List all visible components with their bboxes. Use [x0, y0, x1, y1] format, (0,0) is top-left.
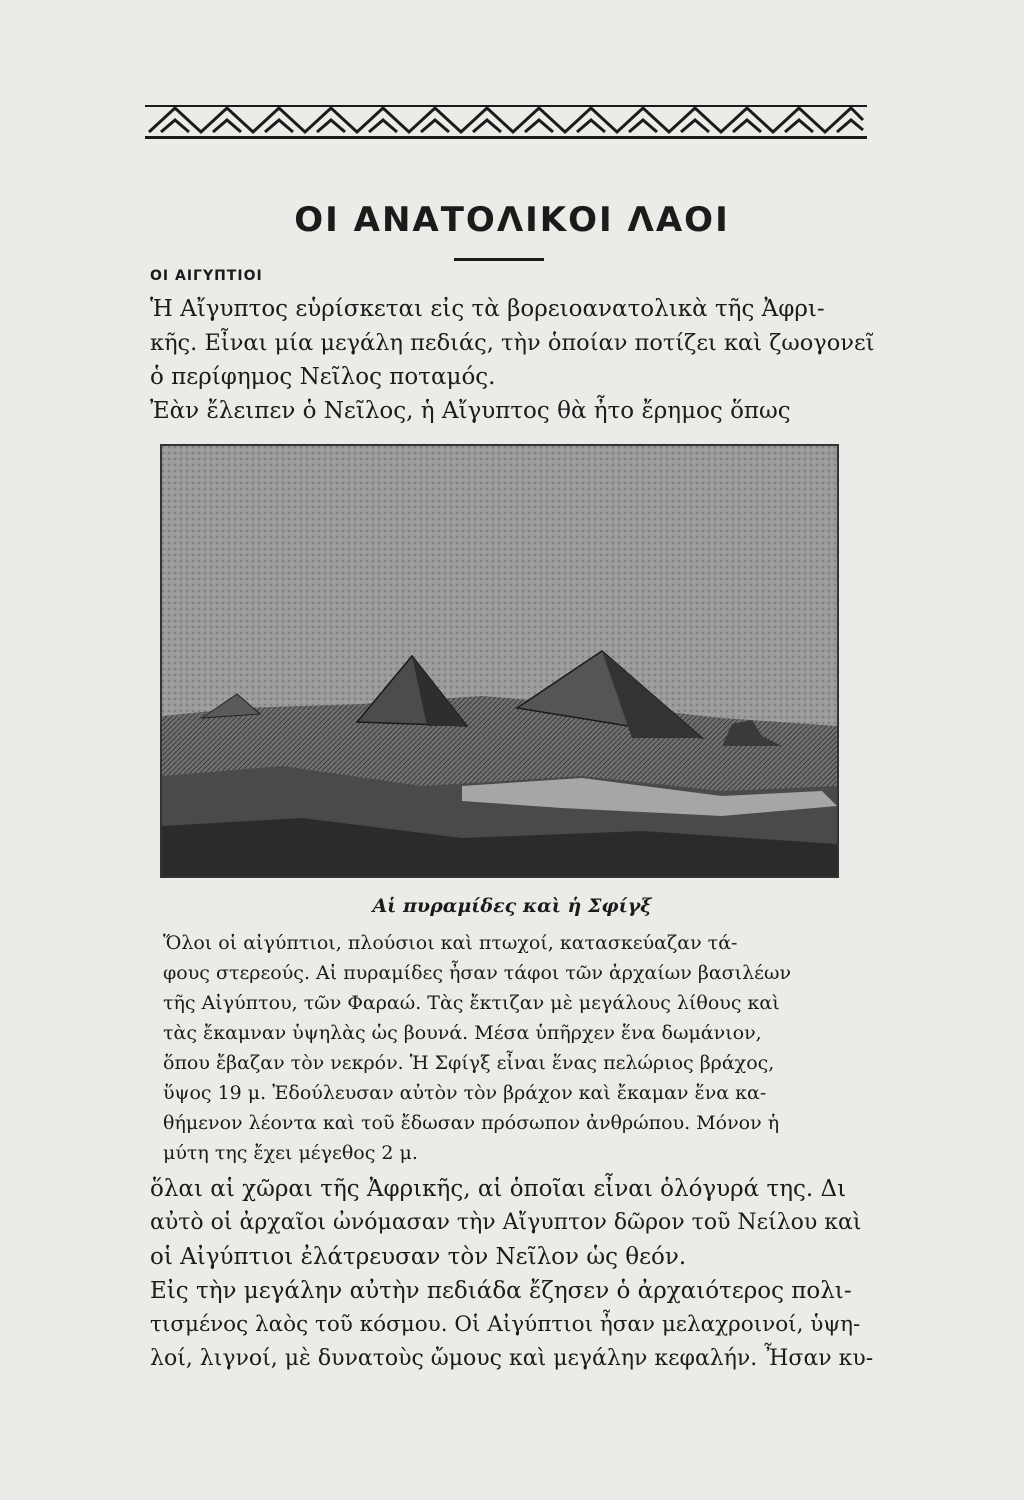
intro-line-1: Ἡ Αἴγυπτος εὑρίσκεται εἰς τὰ βορειοανατολικὰ τῆς Ἀφρι-: [150, 296, 825, 322]
pyramids-engraving: [162, 446, 837, 876]
pyramids-illustration: [160, 444, 839, 878]
caption-line-7: θήμενον λέοντα καὶ τοῦ ἔδωσαν πρόσωπον ἀνθρώπου. Μόνον ἡ: [163, 1112, 780, 1134]
intro-line-2: κῆς. Εἶναι μία μεγάλη πεδιάς, τὴν ὁποίαν ποτίζει καὶ ζωογονεῖ: [150, 330, 875, 356]
intro-line-4: Ἐὰν ἔλειπεν ὁ Νεῖλος, ἡ Αἴγυπτος θὰ ἦτο ἔρημος ὅπως: [150, 398, 791, 424]
body-line-3: οἱ Αἰγύπτιοι ἐλάτρευσαν τὸν Νεῖλον ὡς θεόν.: [150, 1244, 687, 1270]
page-title: ΟΙ ΑΝΑΤΟΛΙΚΟΙ ΛΑΟΙ: [294, 200, 730, 240]
figure-caption: Αἱ πυραμίδες καὶ ἡ Σφίγξ: [372, 895, 652, 917]
body-line-4: Εἰς τὴν μεγάλην αὐτὴν πεδιάδα ἔζησεν ὁ ἀρχαιότερος πολι-: [150, 1278, 852, 1304]
section-heading: ΟΙ ΑΙΓΥΠΤΙΟΙ: [150, 268, 263, 284]
intro-line-3: ὁ περίφημος Νεῖλος ποταμός.: [150, 364, 496, 390]
caption-line-1: Ὅλοι οἱ αἰγύπτιοι, πλούσιοι καὶ πτωχοί, κατασκεύαζαν τά-: [163, 932, 738, 954]
caption-line-8: μύτη της ἔχει μέγεθος 2 μ.: [163, 1142, 418, 1164]
body-line-5: τισμένος λαὸς τοῦ κόσμου. Οἱ Αἰγύπτιοι ἦσαν μελαχροινοί, ὑψη-: [150, 1312, 861, 1337]
caption-line-3: τῆς Αἰγύπτου, τῶν Φαραώ. Τὰς ἔκτιζαν μὲ μεγάλους λίθους καὶ: [163, 992, 780, 1014]
caption-line-5: ὅπου ἔβαζαν τὸν νεκρόν. Ἡ Σφίγξ εἶναι ἕνας πελώριος βράχος,: [163, 1052, 775, 1074]
caption-line-6: ὕψος 19 μ. Ἐδούλευσαν αὐτὸν τὸν βράχον καὶ ἔκαμαν ἕνα κα-: [163, 1082, 767, 1104]
decorative-border: [145, 100, 867, 142]
caption-line-2: φους στερεούς. Αἱ πυραμίδες ἦσαν τάφοι τῶν ἀρχαίων βασιλέων: [163, 962, 792, 984]
title-underline: [454, 258, 544, 261]
body-line-1: ὅλαι αἱ χῶραι τῆς Ἀφρικῆς, αἱ ὁποῖαι εἶναι ὁλόγυρά της. Δι: [150, 1176, 847, 1202]
caption-line-4: τὰς ἔκαμναν ὑψηλὰς ὡς βουνά. Μέσα ὑπῆρχεν ἕνα δωμάνιον,: [163, 1022, 762, 1044]
body-line-2: αὐτὸ οἱ ἀρχαῖοι ὠνόμασαν τὴν Αἴγυπτον δῶρον τοῦ Νείλου καὶ: [150, 1210, 862, 1235]
body-line-6: λοί, λιγνοί, μὲ δυνατοὺς ὤμους καὶ μεγάλην κεφαλήν. Ἦσαν κυ-: [150, 1346, 874, 1371]
